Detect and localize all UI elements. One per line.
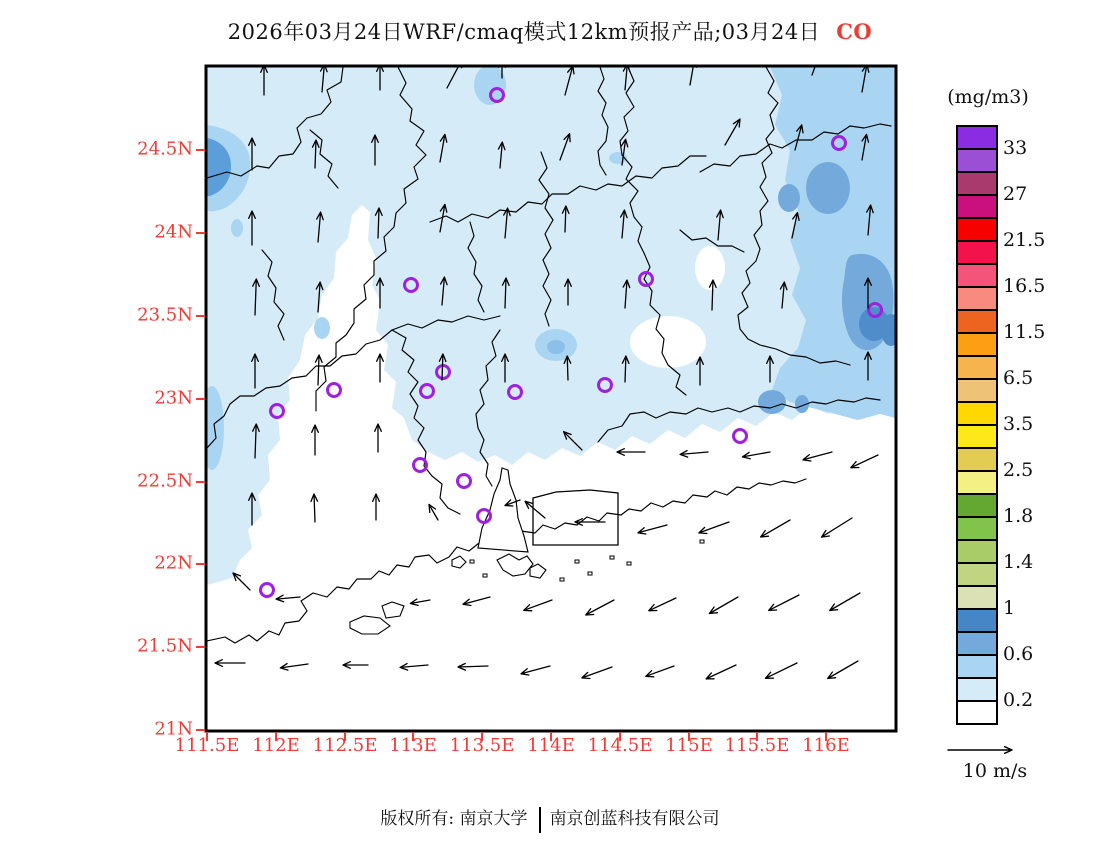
footer-divider bbox=[539, 807, 541, 833]
copyright-footer bbox=[0, 804, 1100, 833]
colorbar-tick-label: 1.8 bbox=[1003, 505, 1034, 527]
colorbar-tick-label: 1.4 bbox=[1003, 551, 1034, 573]
colorbar-cell-15 bbox=[958, 472, 996, 495]
x-axis-label: 115.5E bbox=[724, 735, 790, 756]
contour-co-04-speck-2 bbox=[231, 219, 243, 237]
colorbar-tick-label: 27 bbox=[1003, 183, 1028, 205]
colorbar-cell-5 bbox=[958, 242, 996, 265]
map-layers bbox=[200, 47, 901, 730]
wind-reference-arrow bbox=[948, 747, 1012, 754]
y-axis-label: 24N bbox=[154, 221, 193, 243]
colorbar-tick-label: 6.5 bbox=[1003, 367, 1034, 389]
colorbar-tick-label: 0.2 bbox=[1003, 689, 1034, 711]
colorbar-tick-label: 11.5 bbox=[1003, 321, 1046, 343]
colorbar-cell-1 bbox=[958, 150, 996, 173]
colorbar-cell-19 bbox=[958, 564, 996, 587]
colorbar-cell-25 bbox=[958, 702, 996, 723]
colorbar-cell-3 bbox=[958, 196, 996, 219]
contour-co-lt02-east bbox=[630, 316, 706, 368]
colorbar-cell-17 bbox=[958, 518, 996, 541]
title-species: CO bbox=[836, 19, 873, 44]
colorbar-cell-11 bbox=[958, 380, 996, 403]
x-axis-label: 115E bbox=[665, 735, 713, 756]
footer-company: 南京创蓝科技有限公司 bbox=[549, 809, 720, 829]
colorbar-tick-label: 1 bbox=[1003, 597, 1016, 619]
x-axis-label: 113.5E bbox=[449, 735, 515, 756]
colorbar-tick-label: 33 bbox=[1003, 137, 1028, 159]
colorbar-cell-16 bbox=[958, 495, 996, 518]
colorbar-cell-14 bbox=[958, 449, 996, 472]
contour-co-06-ne-1 bbox=[806, 162, 850, 214]
contour-co-06-center-core bbox=[547, 340, 565, 354]
colorbar-cell-7 bbox=[958, 288, 996, 311]
y-axis-label: 23.5N bbox=[137, 304, 193, 326]
wind-legend-label: 10 m/s bbox=[962, 760, 1028, 782]
title-text: 2026年03月24日WRF/cmaq模式12km预报产品;03月24日 bbox=[227, 20, 821, 44]
x-axis-label: 116E bbox=[802, 735, 850, 756]
colorbar-units: (mg/m3) bbox=[947, 86, 1029, 108]
colorbar-tick-label: 21.5 bbox=[1003, 229, 1046, 251]
colorbar-tick-label: 0.6 bbox=[1003, 643, 1034, 665]
y-axis-label: 21N bbox=[154, 718, 193, 740]
colorbar-cell-12 bbox=[958, 403, 996, 426]
colorbar-cell-21 bbox=[958, 610, 996, 633]
x-axis-label: 113E bbox=[389, 735, 437, 756]
colorbar-tick-label: 16.5 bbox=[1003, 275, 1046, 297]
colorbar bbox=[956, 125, 998, 725]
colorbar-cell-2 bbox=[958, 173, 996, 196]
island-1 bbox=[382, 602, 404, 618]
colorbar-tick-label: 2.5 bbox=[1003, 459, 1034, 481]
contour-co-06-coast-1 bbox=[758, 390, 786, 414]
colorbar-cell-13 bbox=[958, 426, 996, 449]
colorbar-tick-label: 3.5 bbox=[1003, 413, 1034, 435]
colorbar-cell-18 bbox=[958, 541, 996, 564]
contour-co-06-ne-2 bbox=[778, 184, 800, 212]
x-axis-label: 114E bbox=[527, 735, 575, 756]
x-axis-label: 114.5E bbox=[587, 735, 653, 756]
y-axis-label: 22.5N bbox=[137, 470, 193, 492]
contour-co-lt02-small bbox=[695, 246, 725, 290]
colorbar-cell-9 bbox=[958, 334, 996, 357]
colorbar-cell-4 bbox=[958, 219, 996, 242]
y-axis-label: 22N bbox=[154, 552, 193, 574]
colorbar-cell-10 bbox=[958, 357, 996, 380]
contour-co-08-east-core2 bbox=[881, 314, 901, 346]
colorbar-cell-22 bbox=[958, 633, 996, 656]
y-axis-label: 21.5N bbox=[137, 635, 193, 657]
colorbar-cell-6 bbox=[958, 265, 996, 288]
wind-reference-glyph bbox=[948, 747, 1012, 754]
y-axis-label: 23N bbox=[154, 387, 193, 409]
y-axis-label: 24.5N bbox=[137, 138, 193, 160]
contour-co-04-speck-3 bbox=[314, 317, 330, 339]
colorbar-cell-24 bbox=[958, 679, 996, 702]
x-axis-label: 111.5E bbox=[174, 735, 240, 756]
x-axis-label: 112E bbox=[252, 735, 300, 756]
footer-owner: 版权所有: 南京大学 bbox=[380, 809, 528, 829]
colorbar-cell-23 bbox=[958, 656, 996, 679]
colorbar-cell-20 bbox=[958, 587, 996, 610]
colorbar-cell-0 bbox=[958, 127, 996, 150]
x-axis-label: 112.5E bbox=[312, 735, 378, 756]
colorbar-cell-8 bbox=[958, 311, 996, 334]
